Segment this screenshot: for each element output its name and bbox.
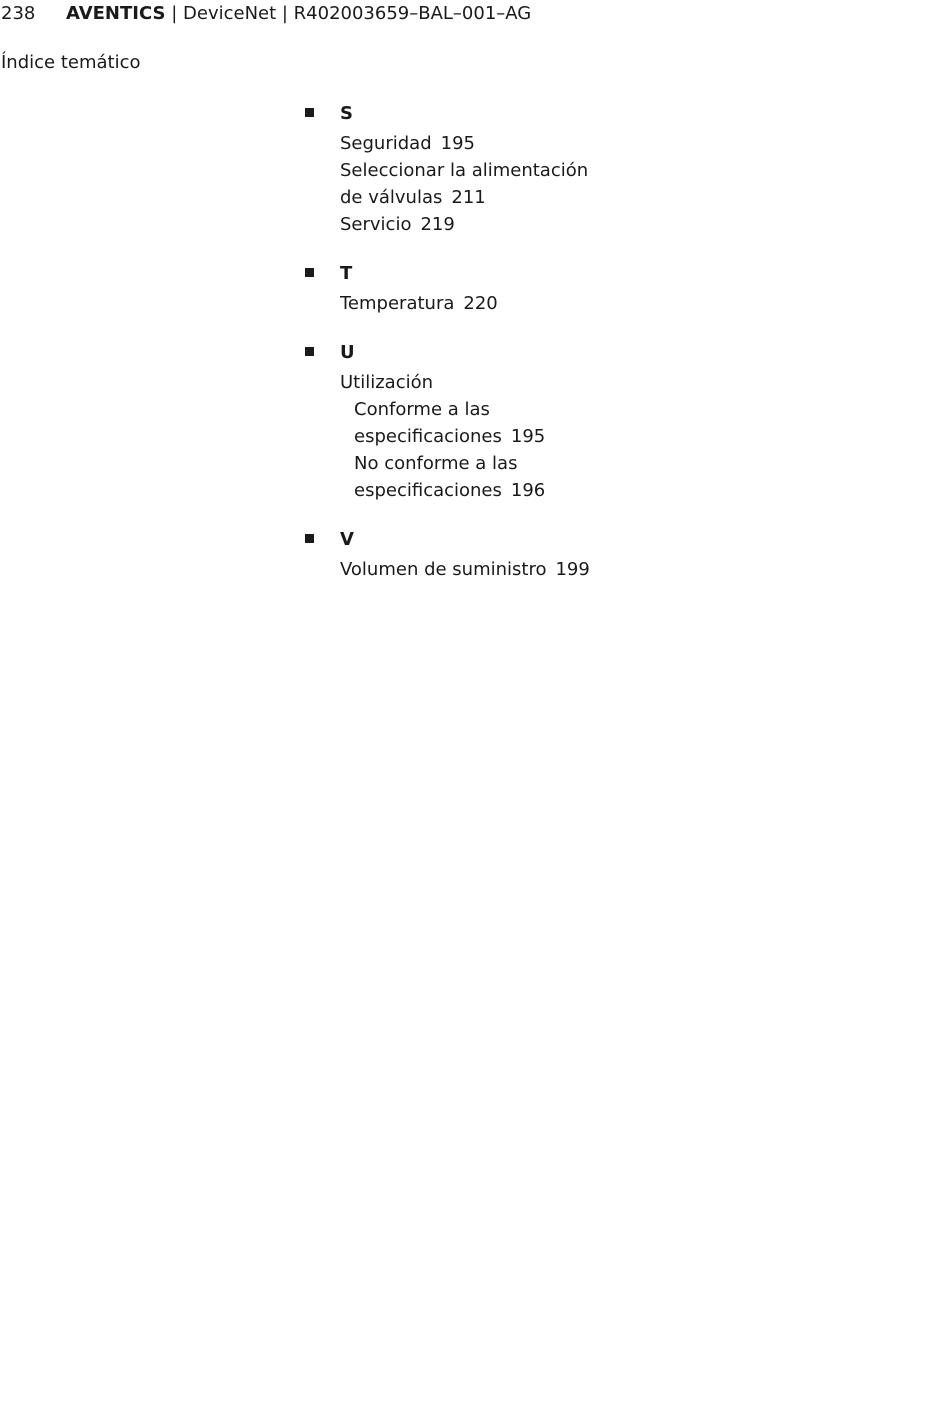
entry-term: especificaciones bbox=[354, 426, 502, 447]
index-entry bbox=[340, 290, 743, 317]
entry-term: No conforme a las bbox=[354, 453, 518, 474]
index-group-v bbox=[303, 528, 743, 583]
entry-page-number: 219 bbox=[420, 214, 455, 235]
index-letter: T bbox=[340, 263, 353, 284]
index-entry bbox=[340, 556, 743, 583]
entry-page-number: 196 bbox=[510, 480, 546, 501]
entry-term: Conforme a las bbox=[354, 399, 490, 420]
entry-term: Servicio bbox=[340, 214, 412, 235]
index-entry bbox=[340, 130, 743, 157]
entry-page-number: 211 bbox=[451, 187, 486, 208]
brand-name: AVENTICS bbox=[66, 3, 166, 24]
entry-term: especificaciones bbox=[354, 480, 502, 501]
index-group-s bbox=[303, 102, 743, 238]
index-letter: S bbox=[340, 103, 353, 124]
index-entry bbox=[340, 157, 743, 211]
entry-term: Temperatura bbox=[340, 293, 455, 314]
index-group-t bbox=[303, 262, 743, 317]
entry-term: Seguridad bbox=[340, 133, 432, 154]
index-letter: V bbox=[340, 529, 354, 550]
section-title: Índice temático bbox=[1, 52, 141, 73]
page-number: 238 bbox=[1, 3, 36, 24]
entry-page-number: 199 bbox=[555, 559, 590, 580]
subject-index bbox=[303, 102, 743, 607]
index-letter: U bbox=[340, 342, 355, 363]
index-subentry bbox=[354, 450, 743, 504]
entry-page-number: 220 bbox=[463, 293, 498, 314]
entry-term: Utilización bbox=[340, 372, 434, 393]
index-group-u bbox=[303, 341, 743, 504]
index-entry bbox=[340, 369, 743, 396]
entry-page-number: 195 bbox=[440, 133, 475, 154]
document-id: | DeviceNet | R402003659–BAL–001–AG bbox=[171, 3, 532, 24]
entry-term: Volumen de suministro bbox=[340, 559, 547, 580]
entry-term: de válvulas bbox=[340, 187, 443, 208]
square-bullet-icon bbox=[305, 534, 314, 543]
index-subentry bbox=[354, 396, 743, 450]
entry-page-number: 195 bbox=[510, 426, 546, 447]
square-bullet-icon bbox=[305, 347, 314, 356]
page-header bbox=[1, 2, 531, 26]
square-bullet-icon bbox=[305, 268, 314, 277]
square-bullet-icon bbox=[305, 108, 314, 117]
index-entry bbox=[340, 211, 743, 238]
entry-term: Seleccionar la alimentación bbox=[340, 160, 589, 181]
